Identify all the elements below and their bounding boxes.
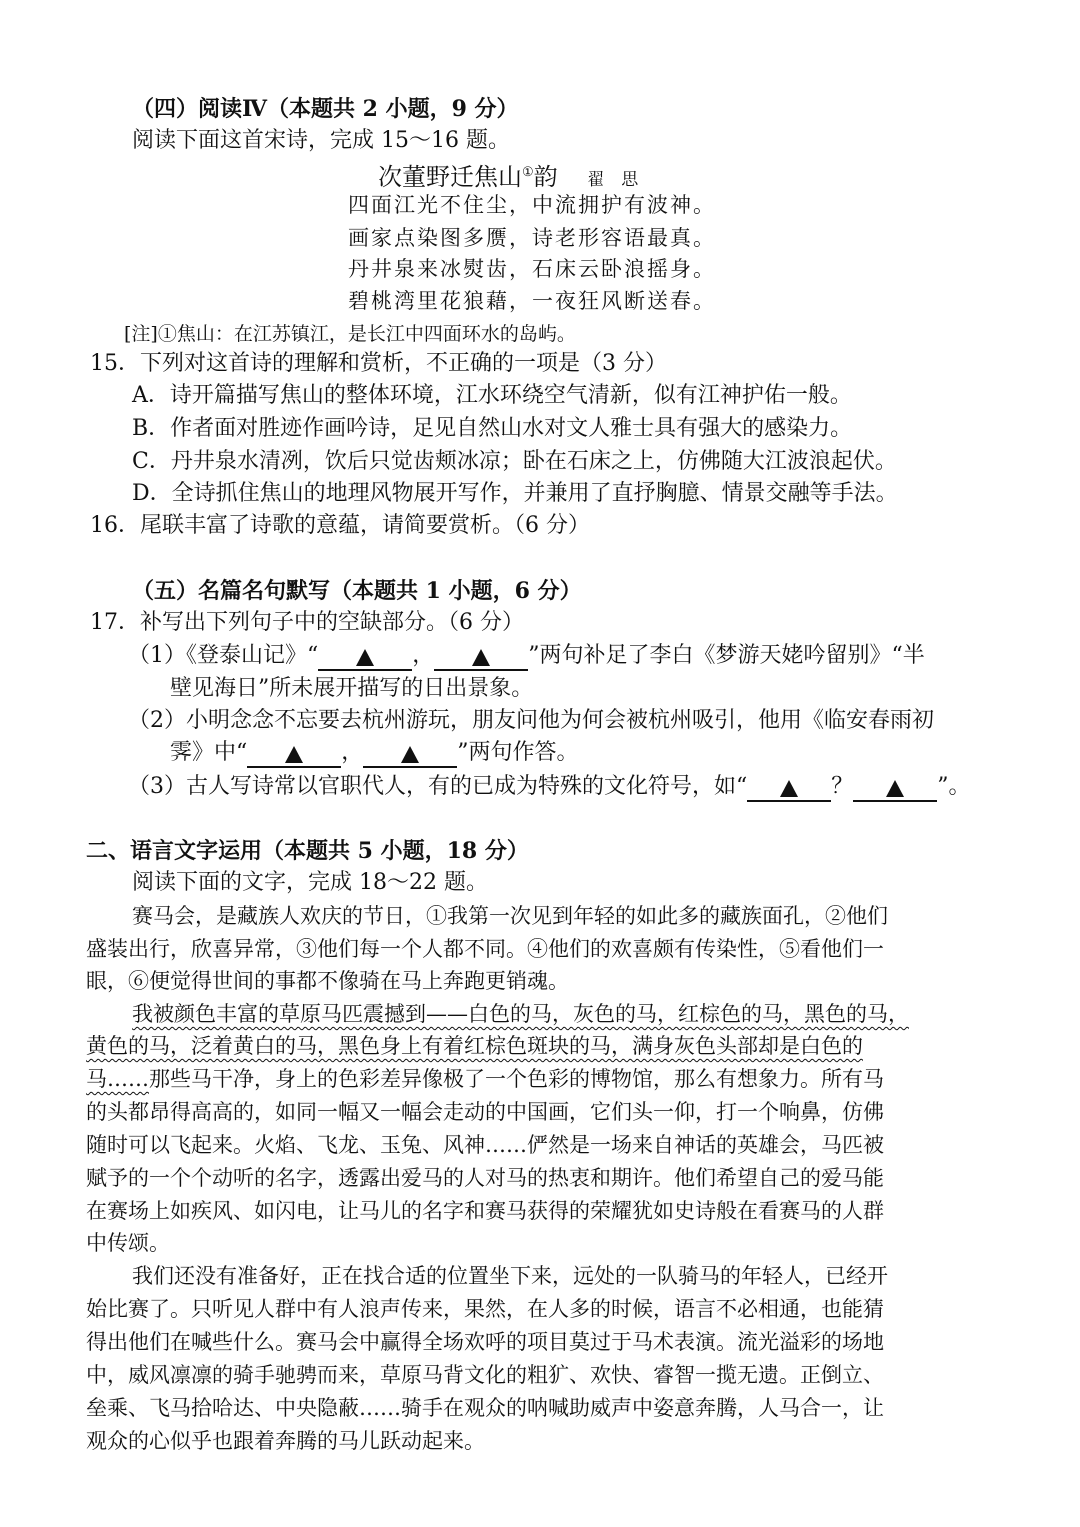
answer-blank [247, 740, 341, 768]
underlined-sentence: 马…… [86, 1067, 149, 1091]
passage-line: 随时可以飞起来。火焰、飞龙、玉兔、风神……俨然是一场来自神话的英雄会，马匹被 [86, 1133, 884, 1157]
item-text: （1）《登泰山记》“ [128, 643, 319, 668]
underlined-sentence: 我被颜色丰富的草原马匹震撼到——白色的马，灰色的马，红棕色的马，黑色的马， [132, 1002, 909, 1026]
answer-blank [853, 774, 937, 802]
poem-title-text: 次董野迁焦山 [378, 163, 522, 191]
question-15-option: B．作者面对胜迹作画吟诗，足见自然山水对文人雅士具有强大的感染力。 [132, 416, 853, 441]
passage-line: 观众的心似乎也跟着奔腾的马儿跃动起来。 [86, 1429, 485, 1453]
answer-blank [318, 643, 412, 671]
passage-text: 那些马干净，身上的色彩差异像极了一个色彩的博物馆，那么有想象力。所有马 [149, 1067, 884, 1091]
question-17-item-1-cont: 壁见海日”所未展开描写的日出景象。 [170, 676, 534, 701]
question-17-item-3 [128, 772, 971, 802]
poem-title-text-end: 韵 [533, 163, 558, 191]
passage-line: 的头都昂得高高的，如同一幅又一幅会走动的中国画，它们头一仰，打一个响鼻，仿佛 [86, 1100, 884, 1124]
question-16-stem: 16．尾联丰富了诗歌的意蕴，请简要赏析。（6 分） [90, 513, 590, 538]
item-text: ”两句作答。 [457, 740, 579, 765]
passage-line: 在赛场上如疾风、如闪电，让马儿的名字和赛马获得的荣耀犹如史诗般在看赛马的人群 [86, 1199, 884, 1223]
answer-blank [747, 774, 831, 802]
passage-line: 得出他们在喊些什么。赛马会中赢得全场欢呼的项目莫过于马术表演。流光溢彩的场地 [86, 1330, 884, 1354]
passage-line: 中，威风凛凛的骑手驰骋而来，草原马背文化的粗犷、欢快、睿智一揽无遗。正倒立、 [86, 1363, 884, 1387]
item-text: 霁》中“ [170, 740, 248, 765]
item-text: （3）古人写诗常以官职代人，有的已成为特殊的文化符号，如“ [128, 774, 748, 799]
passage-line: 中传颂。 [86, 1231, 170, 1255]
poem-line: 画家点染图多赝，诗老形容语最真。 [348, 226, 716, 250]
footnote-marker: ① [522, 165, 534, 180]
passage-line: 赛马会，是藏族人欢庆的节日，①我第一次见到年轻的如此多的藏族面孔，②他们 [132, 904, 888, 928]
question-17-item-2: （2）小明念念不忘要去杭州游玩，朋友问他为何会被杭州吸引，他用《临安春雨初 [128, 708, 934, 733]
part-2-heading: 二、语言文字运用（本题共 5 小题，18 分） [86, 838, 529, 864]
poem-line: 丹井泉来冰熨齿，石床云卧浪摇身。 [348, 257, 716, 281]
poem-author: 翟 思 [587, 170, 639, 190]
passage-line [86, 1064, 884, 1094]
poem-note: [注]①焦山：在江苏镇江，是长江中四面环水的岛屿。 [124, 323, 576, 345]
question-15-stem: 15．下列对这首诗的理解和赏析，不正确的一项是（3 分） [90, 351, 667, 376]
passage-line: 盛装出行，欣喜异常，③他们每一个人都不同。④他们的欢喜颇有传染性，⑤看他们一 [86, 937, 884, 961]
item-text: ”。 [937, 774, 971, 799]
triangle-marker-icon [401, 746, 419, 763]
triangle-marker-icon [356, 649, 374, 666]
triangle-marker-icon [472, 649, 490, 666]
item-text: ， [341, 740, 364, 765]
section-heading-reading-4: （四）阅读Ⅳ（本题共 2 小题，9 分） [132, 96, 519, 122]
question-17-stem: 17．补写出下列句子中的空缺部分。（6 分） [90, 610, 524, 635]
triangle-marker-icon [285, 746, 303, 763]
underlined-sentence: 黄色的马，泛着黄白的马，黑色身上有着红棕色斑块的马，满身灰色头部却是白色的 [86, 1034, 863, 1058]
question-17-item-2-cont [170, 738, 579, 768]
item-text: ”两句补足了李白《梦游天姥吟留别》“半 [528, 643, 925, 668]
passage-line: 赋予的一个个动听的名字，透露出爱马的人对马的热衷和期许。他们希望自己的爱马能 [86, 1166, 884, 1190]
question-17-item-1 [128, 641, 925, 671]
item-text: ？ [831, 774, 854, 799]
question-15-option: D．全诗抓住焦山的地理风物展开写作，并兼用了直抒胸臆、情景交融等手法。 [132, 481, 898, 506]
poem-line: 四面江光不住尘，中流拥护有波神。 [348, 193, 716, 217]
answer-blank [363, 740, 457, 768]
section-instruction: 阅读下面这首宋诗，完成 15～16 题。 [132, 128, 510, 153]
triangle-marker-icon [886, 780, 904, 797]
passage-line: 垒乘、飞马拾哈达、中央隐蔽……骑手在观众的呐喊助威声中姿意奔腾，人马合一，让 [86, 1396, 884, 1420]
passage-line: 眼，⑥便觉得世间的事都不像骑在马上奔跑更销魂。 [86, 969, 569, 993]
triangle-marker-icon [780, 780, 798, 797]
question-15-option: C．丹井泉水清冽，饮后只觉齿颊冰凉；卧在石床之上，仿佛随大江波浪起伏。 [132, 449, 897, 474]
passage-line: 我们还没有准备好，正在找合适的位置坐下来，远处的一队骑马的年轻人，已经开 [132, 1264, 888, 1288]
question-15-option: A．诗开篇描写焦山的整体环境，江水环绕空气清新，似有江神护佑一般。 [132, 383, 852, 408]
part-2-instruction: 阅读下面的文字，完成 18～22 题。 [132, 870, 488, 895]
answer-blank [434, 643, 528, 671]
item-text: ， [412, 643, 435, 668]
passage-line: 始比赛了。只听见人群中有人浪声传来，果然，在人多的时候，语言不必相通，也能猜 [86, 1297, 884, 1321]
poem-line: 碧桃湾里花狼藉，一夜狂风断送春。 [348, 289, 716, 313]
section-heading-dictation: （五）名篇名句默写（本题共 1 小题，6 分） [132, 578, 582, 604]
